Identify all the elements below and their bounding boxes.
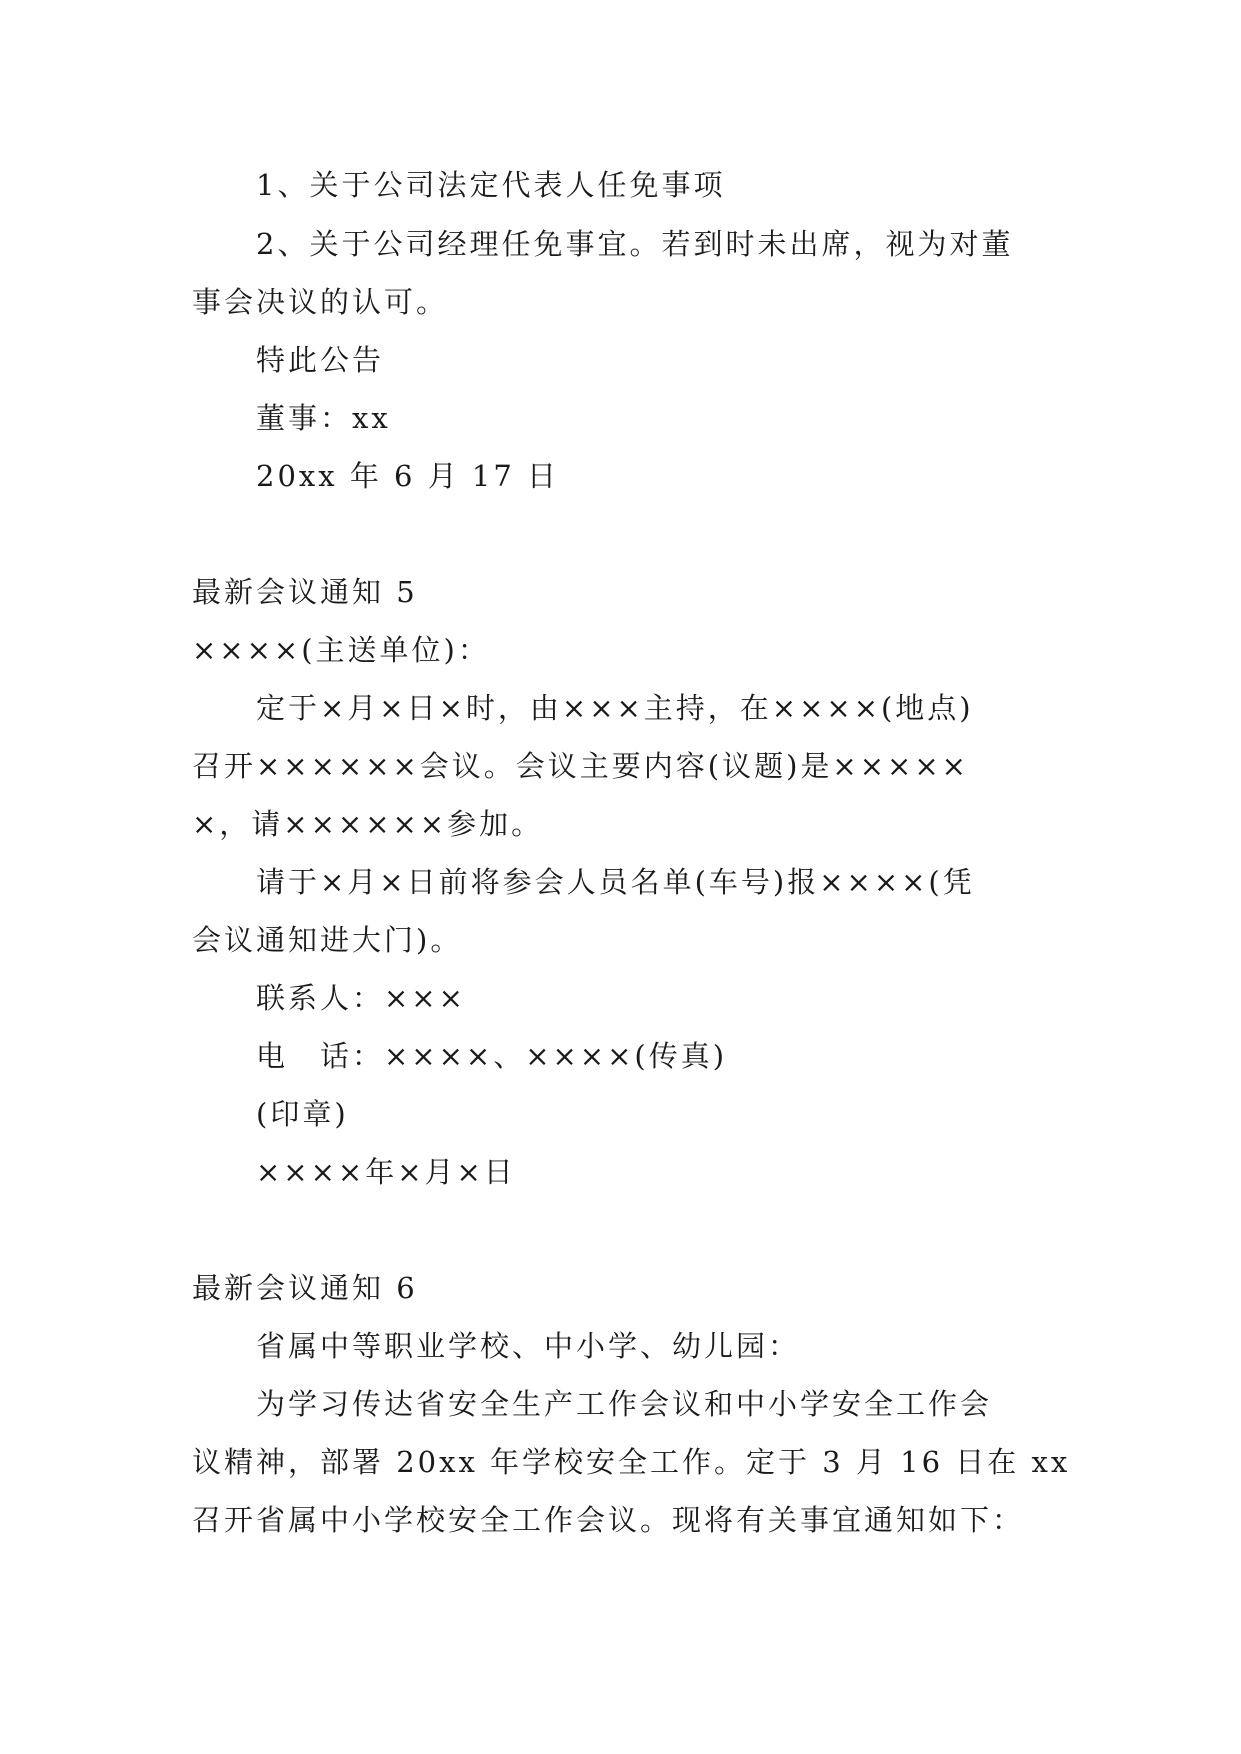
date: 20xx 年 6 月 17 日 (256, 459, 560, 493)
paragraph-line: 会议通知进大门)。 (192, 923, 463, 957)
contact: 联系人：××× (256, 981, 466, 1015)
recipient: 省属中等职业学校、中小学、幼儿园： (256, 1329, 801, 1363)
paragraph-line: 请于×月×日前将参会人员名单(车号)报××××(凭 (256, 865, 975, 899)
section-title: 最新会议通知 6 (192, 1271, 418, 1305)
list-item: 1、关于公司法定代表人任免事项 (256, 168, 726, 202)
closing-text: 特此公告 (256, 343, 385, 377)
paragraph-continuation: 事会决议的认可。 (192, 285, 449, 319)
paragraph-line: 召开省属中小学校安全工作会议。现将有关事宜通知如下： (192, 1503, 1025, 1537)
paragraph-line: 为学习传达省安全生产工作会议和中小学安全工作会 (256, 1387, 993, 1421)
seal: (印章) (256, 1097, 349, 1131)
list-item: 2、关于公司经理任免事宜。若到时未出席，视为对董 (256, 227, 1014, 261)
date: ××××年×月×日 (256, 1155, 516, 1189)
paragraph-line: 召开××××××会议。会议主要内容(议题)是××××× (192, 749, 969, 783)
paragraph-line: 议精神，部署 20xx 年学校安全工作。定于 3 月 16 日在 xx (192, 1445, 1071, 1479)
section-title: 最新会议通知 5 (192, 575, 418, 609)
paragraph-line: 定于×月×日×时，由×××主持，在××××(地点) (256, 691, 974, 725)
phone: 电 话：××××、××××(传真) (256, 1039, 728, 1073)
paragraph-line: ×，请××××××参加。 (192, 807, 544, 841)
recipient: ××××(主送单位)： (192, 633, 490, 667)
signer: 董事：xx (256, 401, 391, 435)
